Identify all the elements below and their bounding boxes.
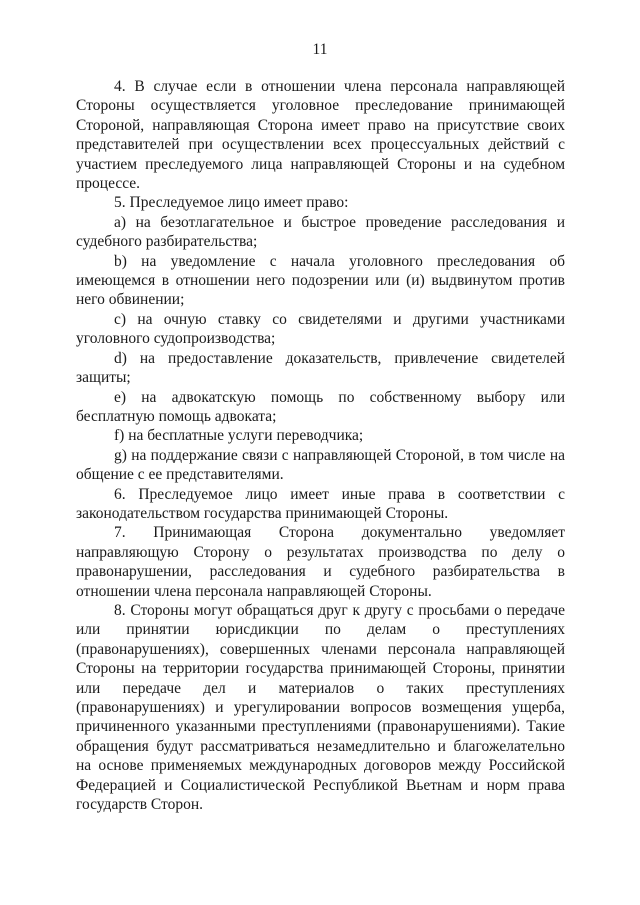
list-item-g: g) на поддержание связи с направляющей Стороной, в том числе на общение с ее представителями. (76, 446, 565, 484)
paragraph-8: 8. Стороны могут обращаться друг к другу с просьбами о передаче или принятии юрисдикции по делам о преступлениях (правонарушениях), совершенных членами персонала направляющей Стороны на территории государства принимающей Стороны, принятии или передаче дел и материалов о таких преступлениях (правонарушениях) и урегулировании вопросов возмещения ущерба, причиненного указанными преступлениями (правонарушениями). Такие обращения будут рассматриваться незамедлительно и благожелательно на основе применяемых международных договоров между Российской Федерацией и Социалистической Республикой Вьетнам и норм права государств Сторон. (76, 601, 565, 814)
list-item-c: c) на очную ставку со свидетелями и другими участниками уголовного судопроизводства; (76, 310, 565, 348)
list-item-f: f) на бесплатные услуги переводчика; (114, 427, 364, 445)
page-number: 11 (312, 41, 328, 58)
list-item-a: a) на безотлагательное и быстрое проведение расследования и судебного разбирательства; (76, 213, 565, 251)
list-item-d: d) на предоставление доказательств, привлечение свидетелей защиты; (76, 349, 565, 387)
paragraph-7: 7. Принимающая Сторона документально уведомляет направляющую Сторону о результатах производства по делу о правонарушении, расследования и судебного разбирательства в отношении члена персонала направляющей Стороны. (76, 524, 565, 600)
paragraph-5: 5. Преследуемое лицо имеет право: (114, 194, 349, 212)
list-item-e: e) на адвокатскую помощь по собственному выбору или бесплатную помощь адвоката; (76, 388, 565, 425)
document-body (76, 77, 565, 814)
paragraph-6: 6. Преследуемое лицо имеет иные права в соответствии с законодательством государства принимающей Стороны. (76, 485, 565, 522)
list-item-b: b) на уведомление с начала уголовного преследования об имеющемся в отношении него подозрении или (и) выдвинутом против него обвинении; (76, 252, 565, 309)
paragraph-4: 4. В случае если в отношении члена персонала направляющей Стороны осуществляется уголовное преследование принимающей Стороной, направляющая Сторона имеет право на присутствие своих представителей при осуществлении всех процессуальных действий с участием преследуемого лица направляющей Стороны и на судебном процессе. (76, 78, 565, 193)
